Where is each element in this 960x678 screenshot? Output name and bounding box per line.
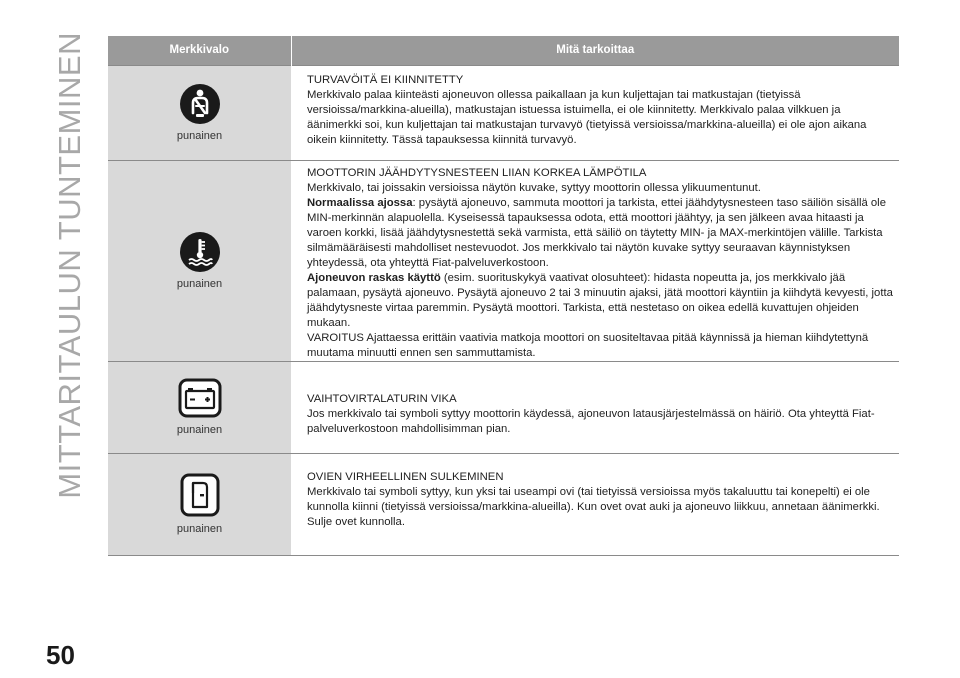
normal-driving-text: : pysäytä ajoneuvo, sammuta moottori ja tarkista, ettei jäähdytysnesteen taso säiliön sisällä ole MIN-merkinnän alapuolella. Kyseisessä tapauksessa odota, että moottori jäähtyy, ja sen jälkeen avaa hitaasti ja varoen korkki, lisää jäähdytysnestettä sekä varmista, että säiliö on täytetty MIN- ja MAX-merkintöjen välille. Tarkista silmämääräisesti mahdolliset nestevuodot. Jos merkkivalo tai näytön kuvake syttyy seuraavan käynnistyksen yhteydessä, ota yhteyttä Fiat-palveluverkostoon. xyxy=(307,196,886,269)
heavy-use-text: (esim. suorituskykyä vaativat olosuhteet): hidasta nopeutta ja, jos merkkivalo jää palamaan, pysäytä ajoneuvo. Pysäytä ajoneuvo 2 tai 3 minuutin ajaksi, jätä moottori käyntiin ja kiihdytä kevyesti, jotta jäähdytysneste virtaa paremmin. Pysäytä moottori. Tarkista, että nestetaso on oikea edellä kuvattujen ohjeiden mukaan. xyxy=(307,271,893,329)
color-label: punainen xyxy=(176,129,223,142)
description-cell xyxy=(291,65,899,160)
row-title: TURVAVÖITÄ EI KIINNITETTY xyxy=(307,73,464,86)
seatbelt-icon xyxy=(180,84,220,124)
section-side-title xyxy=(52,32,88,499)
warning-light-table xyxy=(108,36,899,556)
icon-cell xyxy=(108,65,291,160)
description-cell xyxy=(291,361,899,453)
battery-icon xyxy=(178,378,222,418)
warning-paragraph: VAROITUS Ajattaessa erittäin vaativia matkoja moottori on suositeltavaa pitää käynnissä ja hieman kiihdytettynä muutama minuutti ennen sen sammuttamista. xyxy=(307,331,869,359)
coolant-temperature-icon xyxy=(180,232,220,272)
color-label: punainen xyxy=(176,424,223,436)
description-cell xyxy=(291,453,899,555)
row-title: MOOTTORIN JÄÄHDYTYSNESTEEN LIIAN KORKEA LÄMPÖTILA xyxy=(307,166,647,179)
icon-cell xyxy=(108,160,291,361)
normal-driving-label: Normaalissa ajossa xyxy=(307,196,413,209)
color-label: punainen xyxy=(176,523,223,535)
normal-driving-paragraph xyxy=(307,196,893,271)
row-paragraph: Merkkivalo tai symboli syttyy, kun yksi tai useampi ovi (tai tietyissä versioissa myös takaluuttu tai konepelti) ei ole kunnolla kiinni (tietyissä versioissa/markkina-alueilla). Kun ovet ovat auki ja ajoneuvo liikkuu, annetaan äänimerkki. Sulje ovet kunnolla. xyxy=(307,485,880,528)
color-label: punainen xyxy=(176,277,223,290)
heavy-use-paragraph xyxy=(307,271,893,331)
description-cell xyxy=(291,160,899,361)
table-row xyxy=(108,453,899,555)
table-header-row xyxy=(108,36,899,65)
row-paragraph: Jos merkkivalo tai symboli syttyy moottorin käydessä, ajoneuvon latausjärjestelmässä on häiriö. Ota yhteyttä Fiat-palveluverkostoon mahdollisimman pian. xyxy=(307,407,875,435)
row-title: OVIEN VIRHEELLINEN SULKEMINEN xyxy=(307,470,504,483)
table-row xyxy=(108,65,899,160)
row-paragraph: Merkkivalo, tai joissakin versioissa näytön kuvake, syttyy moottorin ollessa ylikuumentunut. xyxy=(307,181,761,194)
table-row xyxy=(108,160,899,361)
table-row xyxy=(108,361,899,453)
heavy-use-label: Ajoneuvon raskas käyttö xyxy=(307,271,441,284)
icon-cell xyxy=(108,453,291,555)
icon-cell xyxy=(108,361,291,453)
page-number: 50 xyxy=(46,640,75,670)
section-side-title-text: MITTARITAULUN TUNTEMINEN xyxy=(52,32,87,499)
header-warning-light: Merkkivalo xyxy=(108,36,291,65)
door-open-icon xyxy=(180,473,220,517)
row-title: VAIHTOVIRTALATURIN VIKA xyxy=(307,392,457,405)
row-paragraph: Merkkivalo palaa kiinteästi ajoneuvon ollessa paikallaan ja kun kuljettajan tai matkustajan (tietyissä versioissa/markkina-alueilla), matkustajan istuessa istuimella, ei ole kiinnitetty. Merkkivalo palaa vilkkuen ja äänimerkki soi, kun kuljettajan tai matkustajan turvavyö (tietyissä versioissa/markkina-alueilla) ei ole ajon aikana oikein kiinnitetty. Tässä tapauksessa kiinnitä turvavyö. xyxy=(307,88,867,146)
header-meaning: Mitä tarkoittaa xyxy=(291,36,899,65)
